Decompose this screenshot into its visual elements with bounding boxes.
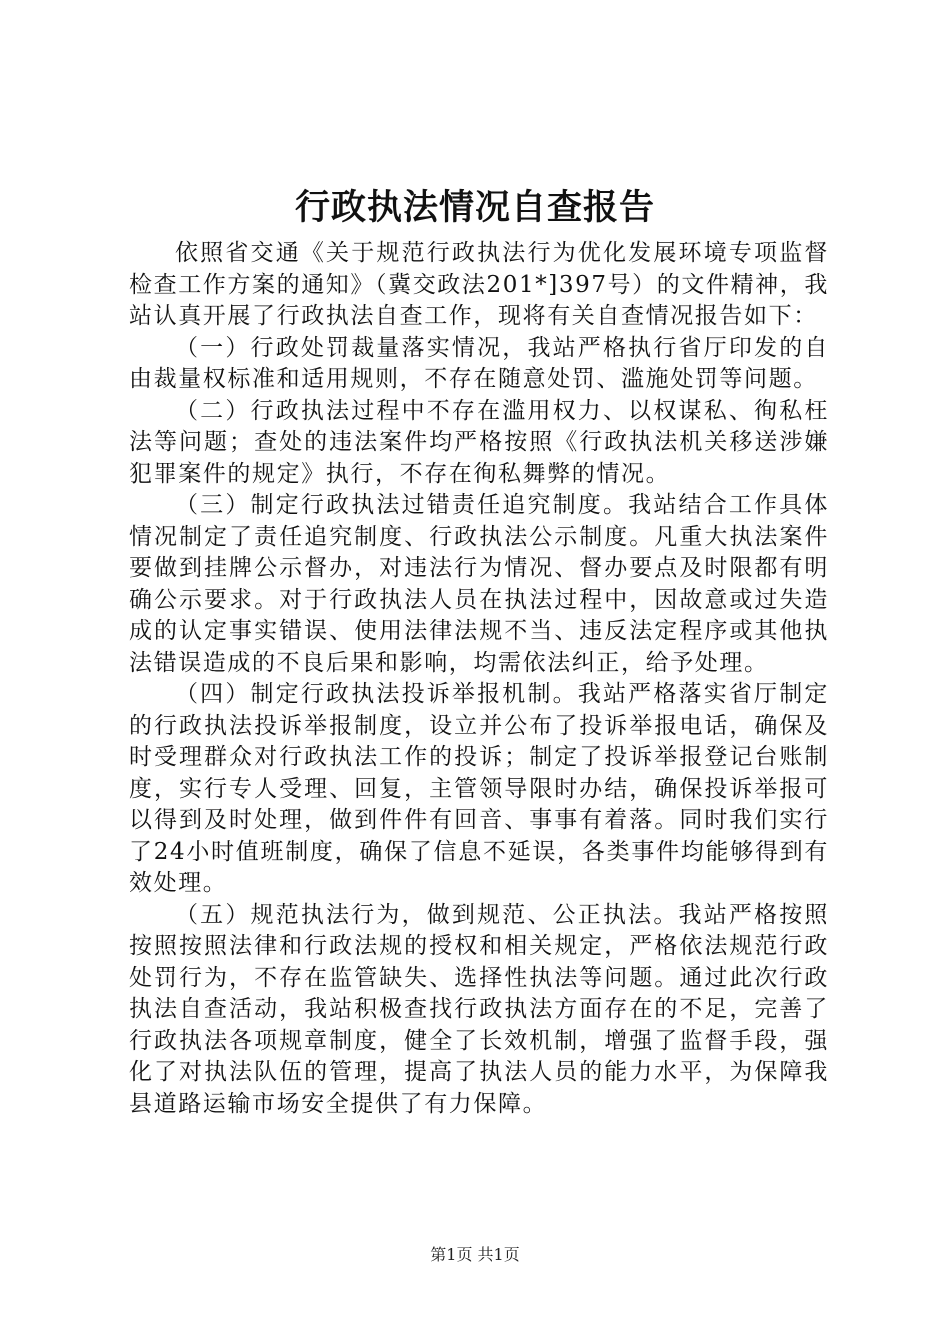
section-3-paragraph: （三）制定行政执法过错责任追究制度。我站结合工作具体情况制定了责任追究制度、行政执法公示制度。凡重大执法案件要做到挂牌公示督办，对违法行为情况、督办要点及时限都有明确公示要求。对于行政执法人员在执法过程中，因故意或过失造成的认定事实错误、使用法律法规不当、违反法定程序或其他执法错误造成的不良后果和影响，均需依法纠正，给予处理。 (129, 492, 829, 676)
section-5-paragraph: （五）规范执法行为，做到规范、公正执法。我站严格按照按照按照法律和行政法规的授权和相关规定，严格依法规范行政处罚行为，不存在监管缺失、选择性执法等问题。通过此次行政执法自查活动，我站积极查找行政执法方面存在的不足，完善了行政执法各项规章制度，健全了长效机制，增强了监督手段，强化了对执法队伍的管理，提高了执法人员的能力水平，为保障我县道路运输市场安全提供了有力保障。 (129, 901, 829, 1117)
section-2-paragraph: （二）行政执法过程中不存在滥用权力、以权谋私、徇私枉法等问题；查处的违法案件均严格按照《行政执法机关移送涉嫌犯罪案件的规定》执行，不存在徇私舞弊的情况。 (129, 397, 829, 487)
section-4-paragraph: （四）制定行政执法投诉举报机制。我站严格落实省厅制定的行政执法投诉举报制度，设立并公布了投诉举报电话，确保及时受理群众对行政执法工作的投诉；制定了投诉举报登记台账制度，实行专人受理、回复，主管领导限时办结，确保投诉举报可以得到及时处理，做到件件有回音、事事有着落。同时我们实行了24小时值班制度，确保了信息不延误，各类事件均能够得到有效处理。 (129, 681, 829, 896)
document-body (129, 238, 829, 1120)
document-title: 行政执法情况自查报告 (294, 187, 655, 228)
page-number-footer: 第1页 共1页 (430, 1245, 520, 1264)
section-1-paragraph: （一）行政处罚裁量落实情况，我站严格执行省厅印发的自由裁量权标准和适用规则，不存在随意处罚、滥施处罚等问题。 (129, 334, 829, 392)
intro-paragraph: 依照省交通《关于规范行政执法行为优化发展环境专项监督检查工作方案的通知》（冀交政法201*]397号）的文件精神，我站认真开展了行政执法自查工作，现将有关自查情况报告如下： (129, 240, 829, 329)
